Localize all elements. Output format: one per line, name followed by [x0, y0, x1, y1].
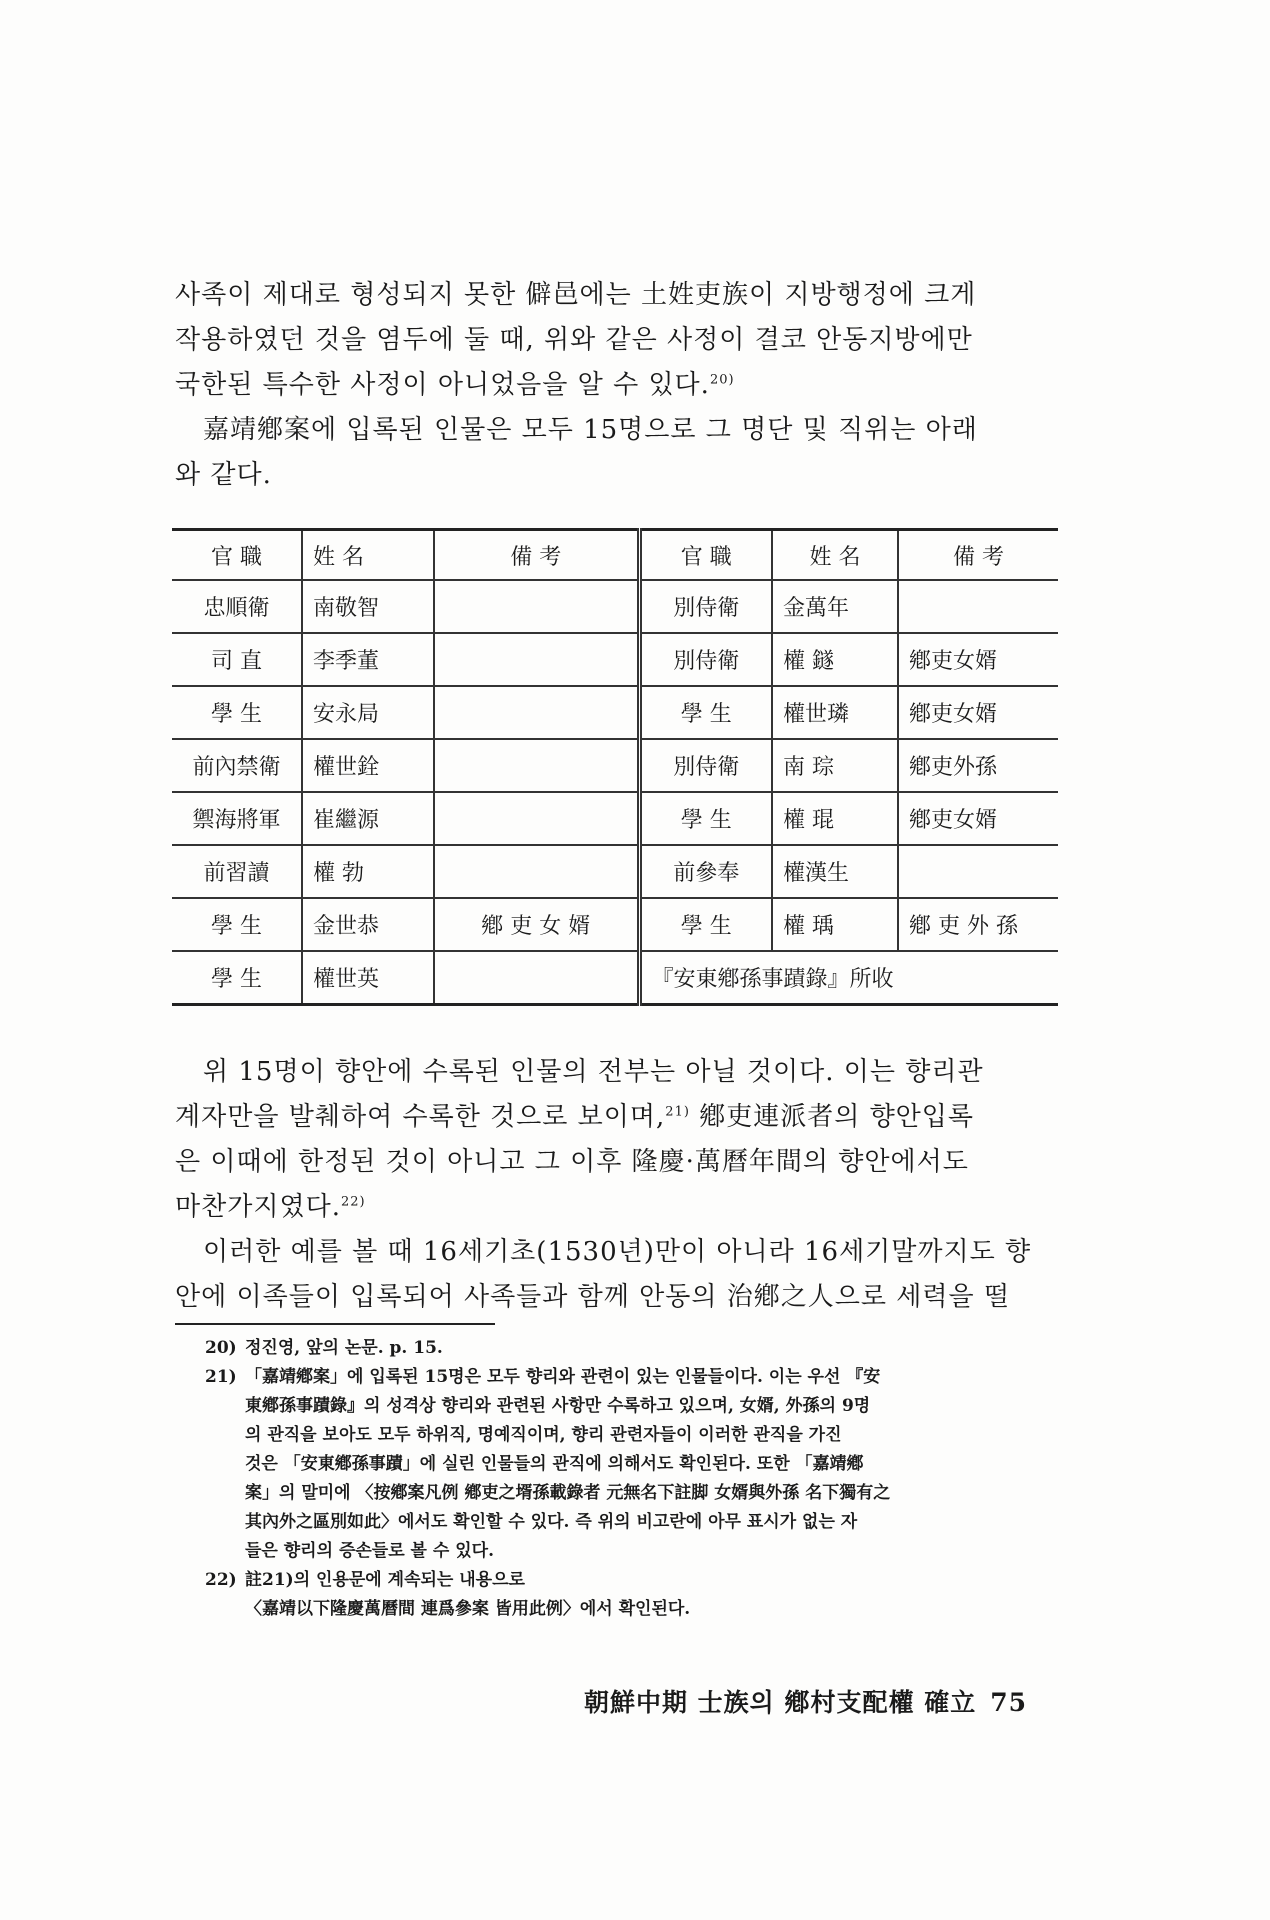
column-header: 備 考: [434, 530, 639, 581]
column-header: 姓 名: [772, 530, 898, 581]
footnote-line: 案」의 말미에 〈按鄕案凡例 鄕吏之壻孫載錄者 元無名下註脚 女婿與外孫 名下獨有之: [245, 1483, 891, 1503]
footnote-ref: 21): [665, 1104, 690, 1120]
table-cell: 學 生: [639, 686, 772, 739]
table-header-row: [172, 530, 1058, 581]
footnote-number: 22): [205, 1570, 237, 1590]
text-line: 마찬가지였다.$^{22)}$: [175, 1192, 366, 1222]
table-cell: [434, 686, 639, 739]
table-cell: 禦海將軍: [172, 792, 302, 845]
table-cell: 學 生: [172, 686, 302, 739]
column-header: 官 職: [172, 530, 302, 581]
roster-table: [172, 528, 1058, 1006]
table-cell: 學 生: [172, 898, 302, 951]
table-cell: 權漢生: [772, 845, 898, 898]
source-note: 『安東鄕孫事蹟錄』所收: [639, 951, 1058, 1005]
table-cell: 權 瑀: [772, 898, 898, 951]
table-cell: 安永局: [302, 686, 434, 739]
footnote-20: [205, 1334, 1050, 1363]
table-cell: [898, 580, 1058, 633]
table-row: [172, 951, 1058, 1005]
page-number: 75: [990, 1688, 1027, 1717]
footnote-line: 들은 향리의 증손들로 볼 수 있다.: [245, 1541, 494, 1561]
text-line: 嘉靖鄕案에 입록된 인물은 모두 15명으로 그 명단 및 직위는 아래: [203, 415, 978, 445]
table-cell: 權 勃: [302, 845, 434, 898]
table-cell: 南敬智: [302, 580, 434, 633]
table-cell: 崔繼源: [302, 792, 434, 845]
table-cell: 學 生: [639, 792, 772, 845]
column-header: 官 職: [639, 530, 772, 581]
table-row: [172, 580, 1058, 633]
table-cell: 鄕 吏 女 婿: [434, 898, 639, 951]
text-line: 와 같다.: [175, 460, 272, 490]
table-cell: [434, 580, 639, 633]
table-cell: 學 生: [639, 898, 772, 951]
table-cell: 別侍衛: [639, 580, 772, 633]
column-header: 姓 名: [302, 530, 434, 581]
footnote-line: 其內外之區別如此〉에서도 확인할 수 있다. 즉 위의 비고란에 아무 표시가 없는 자: [245, 1512, 858, 1532]
table-cell: [434, 845, 639, 898]
footnote-number: 20): [205, 1338, 237, 1358]
text-line: 안에 이족들이 입록되어 사족들과 함께 안동의 治鄕之人으로 세력을 떨: [175, 1282, 1011, 1312]
body-paragraph-3: [175, 1050, 1055, 1230]
table-cell: 權世銓: [302, 739, 434, 792]
table-cell: 學 生: [172, 951, 302, 1005]
table-cell: 別侍衛: [639, 633, 772, 686]
footnote-line: 「嘉靖鄕案」에 입록된 15명은 모두 향리와 관련이 있는 인물들이다. 이는 우선 『安: [245, 1367, 881, 1387]
footnote-divider: [175, 1323, 495, 1325]
intro-paragraph-1: [175, 273, 1055, 408]
running-title: 朝鮮中期 士族의 鄕村支配權 確立: [583, 1688, 977, 1717]
text-line: 계자만을 발췌하여 수록한 것으로 보이며,$^{21)}$ 鄕吏連派者의 향안입록: [175, 1102, 975, 1132]
table-cell: 忠順衛: [172, 580, 302, 633]
footnote-ref: 22): [340, 1194, 366, 1210]
running-footer: [584, 1683, 1027, 1719]
table-row: [172, 686, 1058, 739]
table-row: [172, 739, 1058, 792]
footnote-21: [205, 1363, 1050, 1566]
table-row: [172, 792, 1058, 845]
table-cell: 金世恭: [302, 898, 434, 951]
table-cell: 前習讀: [172, 845, 302, 898]
table-cell: 別侍衛: [639, 739, 772, 792]
table-cell: [434, 951, 639, 1005]
table-row: [172, 633, 1058, 686]
text-line: 은 이때에 한정된 것이 아니고 그 이후 隆慶·萬曆年間의 향안에서도: [175, 1147, 969, 1177]
table-cell: 南 琮: [772, 739, 898, 792]
table-cell: 權世英: [302, 951, 434, 1005]
table-cell: 李季董: [302, 633, 434, 686]
table-cell: [434, 633, 639, 686]
table-cell: 鄕吏外孫: [898, 739, 1058, 792]
footnote-22: [205, 1566, 1050, 1624]
body-paragraph-4: [175, 1230, 1055, 1320]
table-row: [172, 898, 1058, 951]
table-cell: 權 琨: [772, 792, 898, 845]
table-cell: 權 鐩: [772, 633, 898, 686]
table-cell: 鄕吏女婿: [898, 686, 1058, 739]
text-line: 작용하였던 것을 염두에 둘 때, 위와 같은 사정이 결코 안동지방에만: [175, 325, 973, 355]
footnote-ref: 20): [709, 372, 735, 388]
table-cell: 前參奉: [639, 845, 772, 898]
footnote-line: 의 관직을 보아도 모두 하위직, 명예직이며, 향리 관련자들이 이러한 관직을 가진: [245, 1425, 842, 1445]
table-cell: 鄕吏女婿: [898, 792, 1058, 845]
table-cell: 鄕吏女婿: [898, 633, 1058, 686]
intro-paragraph-2: [175, 408, 1055, 498]
table-row: [172, 845, 1058, 898]
table-cell: [898, 845, 1058, 898]
footnote-line: 東鄕孫事蹟錄』의 성격상 향리와 관련된 사항만 수록하고 있으며, 女婿, 外孫의 9명: [245, 1396, 871, 1416]
text-line: 이러한 예를 볼 때 16세기초(1530년)만이 아니라 16세기말까지도 향: [203, 1237, 1032, 1267]
table-cell: [434, 792, 639, 845]
column-header: 備 考: [898, 530, 1058, 581]
table-cell: 權世璘: [772, 686, 898, 739]
table-cell: [434, 739, 639, 792]
footnote-line: 〈嘉靖以下隆慶萬曆間 連爲參案 皆用此例〉에서 확인된다.: [245, 1599, 691, 1619]
footnote-number: 21): [205, 1367, 237, 1387]
table-cell: 前內禁衛: [172, 739, 302, 792]
text-line: 사족이 제대로 형성되지 못한 僻邑에는 土姓吏族이 지방행정에 크게: [175, 280, 977, 310]
footnote-line: 정진영, 앞의 논문. p. 15.: [245, 1338, 443, 1358]
text-line: 국한된 특수한 사정이 아니었음을 알 수 있다.$^{20)}$: [175, 370, 735, 400]
table-cell: 金萬年: [772, 580, 898, 633]
footnotes: [205, 1334, 1050, 1624]
footnote-line: 註21)의 인용문에 계속되는 내용으로: [245, 1570, 525, 1590]
text-line: 위 15명이 향안에 수록된 인물의 전부는 아닐 것이다. 이는 향리관: [203, 1057, 984, 1087]
footnote-line: 것은 「安東鄕孫事蹟」에 실린 인물들의 관직에 의해서도 확인된다. 또한 「嘉靖鄕: [245, 1454, 864, 1474]
table-cell: 鄕 吏 外 孫: [898, 898, 1058, 951]
table-cell: 司 直: [172, 633, 302, 686]
